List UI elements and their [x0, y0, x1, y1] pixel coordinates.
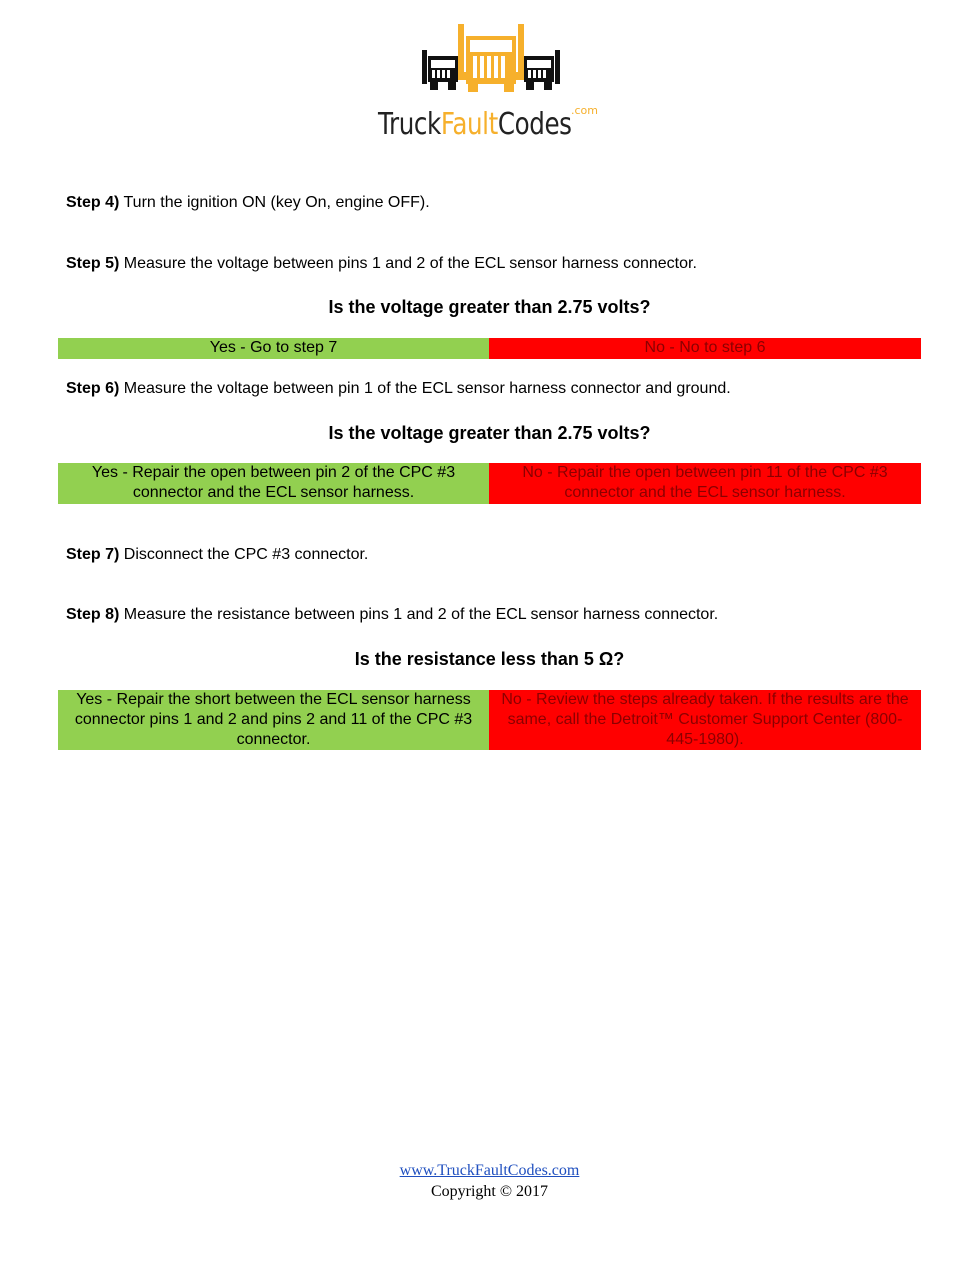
no-answer: No - Review the steps already taken. If the results are the same, call the Detroit™ Customer Support Center (800-445-1980). [489, 690, 921, 750]
copyright: Copyright © 2017 [430, 1183, 549, 1200]
logo-com-suffix: .com [571, 104, 598, 117]
website-link[interactable]: www.TruckFaultCodes.com [399, 1162, 580, 1179]
step-label: Step 6) [66, 380, 120, 397]
no-answer: No - Repair the open between pin 11 of the CPC #3 connector and the ECL sensor harness. [489, 463, 921, 504]
footer-link-line [0, 1161, 979, 1181]
question-1: Is the voltage greater than 2.75 volts? [328, 297, 651, 317]
step-label: Step 4) [66, 194, 120, 211]
yes-answer: Yes - Repair the open between pin 2 of the CPC #3 connector and the ECL sensor harness. [58, 463, 489, 504]
site-logo[interactable] [378, 22, 602, 142]
yes-answer: Yes - Go to step 7 [58, 338, 489, 359]
step-4 [66, 193, 430, 213]
truck-icon [418, 22, 564, 92]
step-text: Measure the voltage between pins 1 and 2 of the ECL sensor harness connector. [119, 255, 697, 272]
step-text: Disconnect the CPC #3 connector. [119, 546, 369, 563]
step-text: Measure the resistance between pins 1 and 2 of the ECL sensor harness connector. [119, 606, 719, 623]
question-2: Is the voltage greater than 2.75 volts? [328, 423, 651, 443]
answer-row-2 [58, 463, 921, 504]
step-6 [66, 379, 731, 399]
logo-wordmark: TruckFaultCodes [378, 107, 572, 142]
step-text: Turn the ignition ON (key On, engine OFF). [119, 194, 430, 211]
no-answer: No - No to step 6 [489, 338, 921, 359]
step-7 [66, 545, 368, 565]
step-5 [66, 254, 697, 274]
question-3: Is the resistance less than 5 Ω? [354, 649, 625, 669]
step-label: Step 5) [66, 255, 120, 272]
step-label: Step 7) [66, 546, 120, 563]
step-8 [66, 605, 718, 625]
answer-row-3 [58, 690, 921, 750]
yes-answer: Yes - Repair the short between the ECL sensor harness connector pins 1 and 2 and pins 2 and 11 of the CPC #3 connector. [58, 690, 489, 750]
step-text: Measure the voltage between pin 1 of the ECL sensor harness connector and ground. [119, 380, 731, 397]
answer-row-1 [58, 338, 921, 359]
step-label: Step 8) [66, 606, 120, 623]
